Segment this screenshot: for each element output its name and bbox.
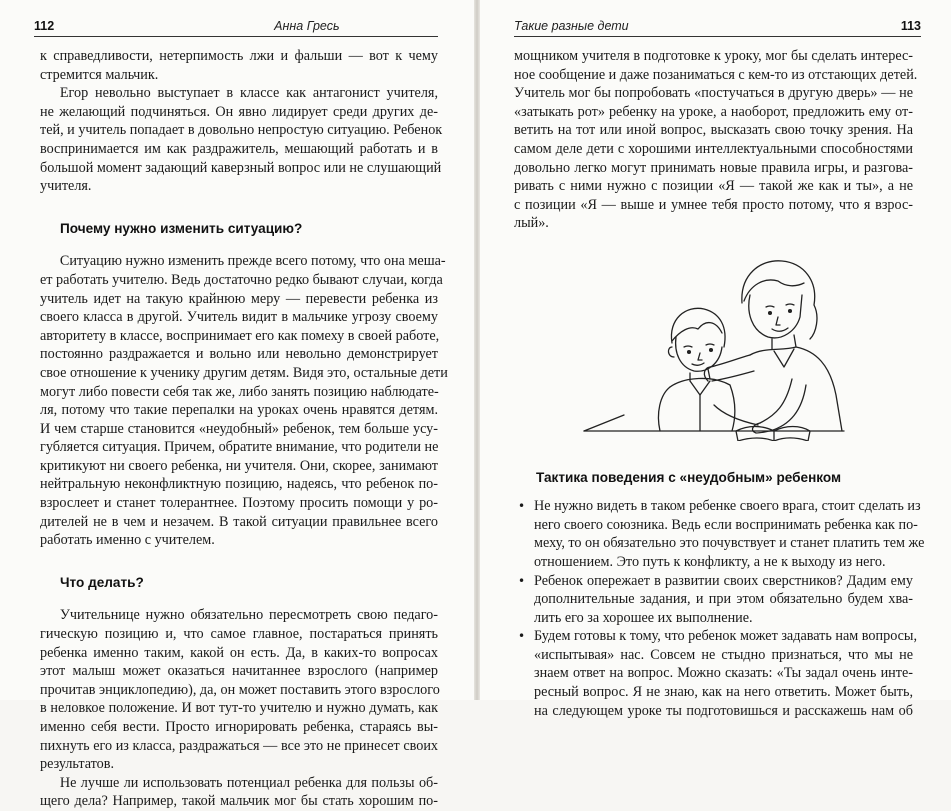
text-line: воспринимается им как раздражитель, мешающий работать и в xyxy=(40,140,438,157)
text-line: к справедливости, нетерпимость лжи и фальши — вот к чему xyxy=(40,48,438,64)
section-heading-why: Почему нужно изменить ситуацию? xyxy=(60,220,303,236)
tactics-list xyxy=(514,497,925,720)
tactics-heading: Тактика поведения с «неудобным» ребенком xyxy=(536,469,842,485)
text-line: меху, то он обязательно это почувствует и станет платить тем же xyxy=(534,535,925,552)
text-line: «затыкать рот» ребенку на уроке, а наоборот, предложить ему от- xyxy=(514,103,913,120)
text-line: учитель идет на такую крайнюю меру — перевести ребенка из xyxy=(40,290,438,307)
text-line: ля, потому что такие перепалки на уроках очень нравятся детям. xyxy=(40,402,438,419)
text-line: своего класса в другой. Учитель видит в мальчике угрозу своему xyxy=(40,309,438,326)
section-heading-what-to-do: Что делать? xyxy=(60,574,144,590)
text-line: свое отношение к ученику другим детям. Видя это, остальные дети xyxy=(40,364,448,381)
text-line: губляется ситуация. Причем, обратите внимание, что родители не xyxy=(40,439,439,456)
text-line: ветить на тот или иной вопрос, высказать свою точку зрения. На xyxy=(514,122,913,139)
right-page xyxy=(480,0,951,719)
text-line: стремится мальчик. xyxy=(40,66,159,83)
text-line: ное сообщение и даже позаниматься с кем-то из отстающих детей. xyxy=(514,66,918,83)
text-line: Не лучше ли использовать потенциал ребенка для пользы об- xyxy=(59,774,438,791)
list-item xyxy=(514,497,925,571)
text-line: работать именно с учителем. xyxy=(40,532,215,549)
text-line: прочитав энциклопедию), да, он может поставить этого взрослого xyxy=(40,681,440,698)
teacher-and-boy-illustration xyxy=(564,255,864,441)
text-line: мощником учителя в подготовке к уроку, мог бы сделать интерес- xyxy=(514,48,913,64)
right-running-title: Такие разные дети xyxy=(514,19,629,33)
text-line: довольно легко могут принимать новые правила игры, и разгова- xyxy=(514,159,913,176)
text-line: • Будем готовы к тому, что ребенок может задавать нам вопросы, xyxy=(534,628,918,645)
text-line: взрослеет и станет толерантнее. Поэтому просить помощи у ро- xyxy=(40,495,438,512)
text-line: постоянно раздражается и вольно или невольно демонстрирует xyxy=(40,346,438,363)
text-line: Егор невольно выступает в классе как антагонист учителя, xyxy=(59,85,438,102)
text-line: результатов. xyxy=(40,756,115,773)
text-line: лить его за хорошее их выполнение. xyxy=(534,609,753,626)
text-line: Учительнице нужно обязательно пересмотреть свою педаго- xyxy=(59,607,438,624)
text-line: большой момент задающий каверзный вопрос или не слушающий xyxy=(40,159,442,176)
left-running-title: Анна Гресь xyxy=(274,19,340,33)
paragraph-3 xyxy=(40,606,438,773)
text-line: Ситуацию нужно изменить прежде всего потому, что она меша- xyxy=(59,253,446,270)
text-line: ресный вопрос. Я не знаю, как на него ответить. Может быть, xyxy=(534,684,913,701)
text-line: ривать с ними нужно с позиции «Я — такой же как и ты», а не xyxy=(514,178,913,195)
text-line: И чем старше становится «неудобный» ребенок, тем больше усу- xyxy=(40,420,438,437)
paragraph-1 xyxy=(40,84,443,196)
text-line: • Ребенок опережает в развитии своих сверстников? Дадим ему xyxy=(534,572,913,589)
left-page-header xyxy=(34,11,438,37)
text-line: этот малыш может оказаться начитаннее взрослого (например xyxy=(40,663,438,680)
continued-paragraph xyxy=(514,47,918,233)
text-line: ребенка именно таким, какой он есть. Да, в каких-то вопросах xyxy=(40,644,438,661)
right-page-body xyxy=(514,47,925,720)
text-line: авторитету в классе, воспринимает его как помеху в своей работе, xyxy=(40,327,440,344)
text-line: с позиции «Я — выше и умнее тебя просто потому, что я взрос- xyxy=(514,196,913,213)
text-line: щего дела? Например, такой мальчик мог бы стать хорошим по- xyxy=(40,793,438,810)
right-page-header xyxy=(514,11,921,37)
text-line: на следующем уроке ты подготовишься и расскажешь нам об xyxy=(534,702,913,719)
intro-paragraph xyxy=(40,47,438,84)
text-line: отношением. Это путь к конфликту, а не к выходу из него. xyxy=(534,553,886,570)
text-line: самом деле дети с хорошими интеллектуальными способностями xyxy=(514,140,913,157)
text-line: нейтральную неконфликтную позицию, надеясь, что ребенок по- xyxy=(40,476,438,493)
paragraph-2 xyxy=(40,252,448,550)
text-line: именно себя вести. Просто игнорировать ребенка, стараясь вы- xyxy=(40,719,438,735)
list-item xyxy=(514,627,918,720)
paragraph-4 xyxy=(40,774,438,811)
left-page-number: 112 xyxy=(34,19,55,33)
text-line: учителя. xyxy=(40,178,92,195)
text-line: не желающий подчиняться. Он явно лидирует среди других де- xyxy=(40,103,438,120)
left-page-body xyxy=(40,47,448,811)
right-page-number: 113 xyxy=(900,19,921,33)
text-line: ет работать учителю. Ведь достаточно редко бывают случаи, когда xyxy=(40,271,443,288)
left-page xyxy=(0,0,474,810)
text-line: тей, и учитель попадает в довольно непростую ситуацию. Ребенок xyxy=(40,122,443,139)
text-line: Учитель мог бы попробовать «постучаться в другую дверь» — не xyxy=(514,85,913,102)
text-line: лый». xyxy=(514,215,549,232)
text-line: могут либо повести себя так же, либо занять позицию наблюдате- xyxy=(40,383,439,400)
list-item xyxy=(514,572,913,628)
text-line: знаем ответ на вопрос. Можно сказать: «Ты задал очень инте- xyxy=(534,665,913,682)
text-line: • Не нужно видеть в таком ребенке своего врага, стоит сделать из xyxy=(534,498,921,515)
text-line: «испытывая» нас. Совсем не стыдно признаться, что мы не xyxy=(534,646,913,663)
text-line: него своего союзника. Ведь если воспринимать ребенка как по- xyxy=(534,516,918,533)
text-line: дополнительные задания, и при этом обязательно будем хва- xyxy=(534,591,913,608)
text-line: критикуют ни своего ребенка, ни учителя. Они, скорее, занимают xyxy=(40,457,438,474)
text-line: гическую позицию и, что самое главное, постараться принять xyxy=(40,626,438,643)
text-line: в неловкое положение. И вот тут-то учителю и нужно думать, как xyxy=(40,700,438,717)
text-line: пихнуть его из класса, раздражаться — все это не принесет своих xyxy=(40,737,438,754)
text-line: дителей не в чем и незачем. В такой ситуации правильнее всего xyxy=(40,513,438,530)
